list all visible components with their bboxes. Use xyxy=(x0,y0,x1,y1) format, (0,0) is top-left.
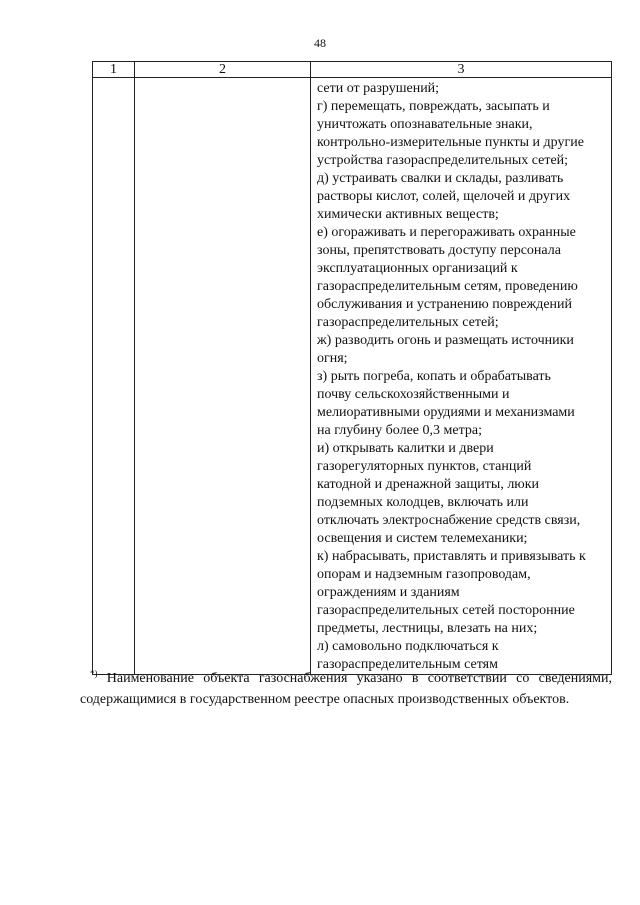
column-header-1: 1 xyxy=(93,62,135,78)
footnote-mark: *) xyxy=(90,668,98,679)
page-number: 48 xyxy=(314,36,326,50)
column-header-2: 2 xyxy=(135,62,311,78)
table-header-row xyxy=(93,62,612,78)
document-table xyxy=(92,61,612,675)
prohibitions-text: сети от разрушений; г) перемещать, повреждать, засыпать и уничтожать опознавательные знаки, контрольно-измерительные пункты и другие устройства газораспределительных сетей; д) устраивать свалки и склады, разливать растворы кислот, солей, щелочей и других химически активных веществ; е) огораживать и перегораживать охранные зоны, препятствовать доступу персонала эксплуатационных организаций к газораспределительным сетям, проведению обслуживания и устранению повреждений газораспределительных сетей; ж) разводить огонь и размещать источники огня; з) рыть погреба, копать и обрабатывать почву сельскохозяйственными и мелиоративными орудиями и механизмами на глубину более 0,3 метра; и) открывать калитки и двери газорегуляторных пунктов, станций катодной и дренажной защиты, люки подземных колодцев, включать или отключать электроснабжение средств связи, освещения и систем телемеханики; к) набрасывать, приставлять и привязывать к опорам и надземным газопроводам, ограждениям и зданиям газораспределительных сетей посторонние предметы, лестницы, влезать на них; л) самовольно подключаться к газораспределительным сетям xyxy=(317,81,586,672)
footnote-text-1: Наименование объекта газоснабжения указано в соответствии со сведениями, xyxy=(106,671,612,686)
cell-col1 xyxy=(93,78,135,675)
table-row xyxy=(93,78,612,675)
column-header-3: 3 xyxy=(311,62,612,78)
footnote xyxy=(80,668,612,710)
footnote-line-2: содержащимися в государственном реестре опасных производственных объектов. xyxy=(80,692,570,707)
cell-col3 xyxy=(311,78,612,675)
footnote-line-1 xyxy=(80,668,612,689)
cell-col2 xyxy=(135,78,311,675)
